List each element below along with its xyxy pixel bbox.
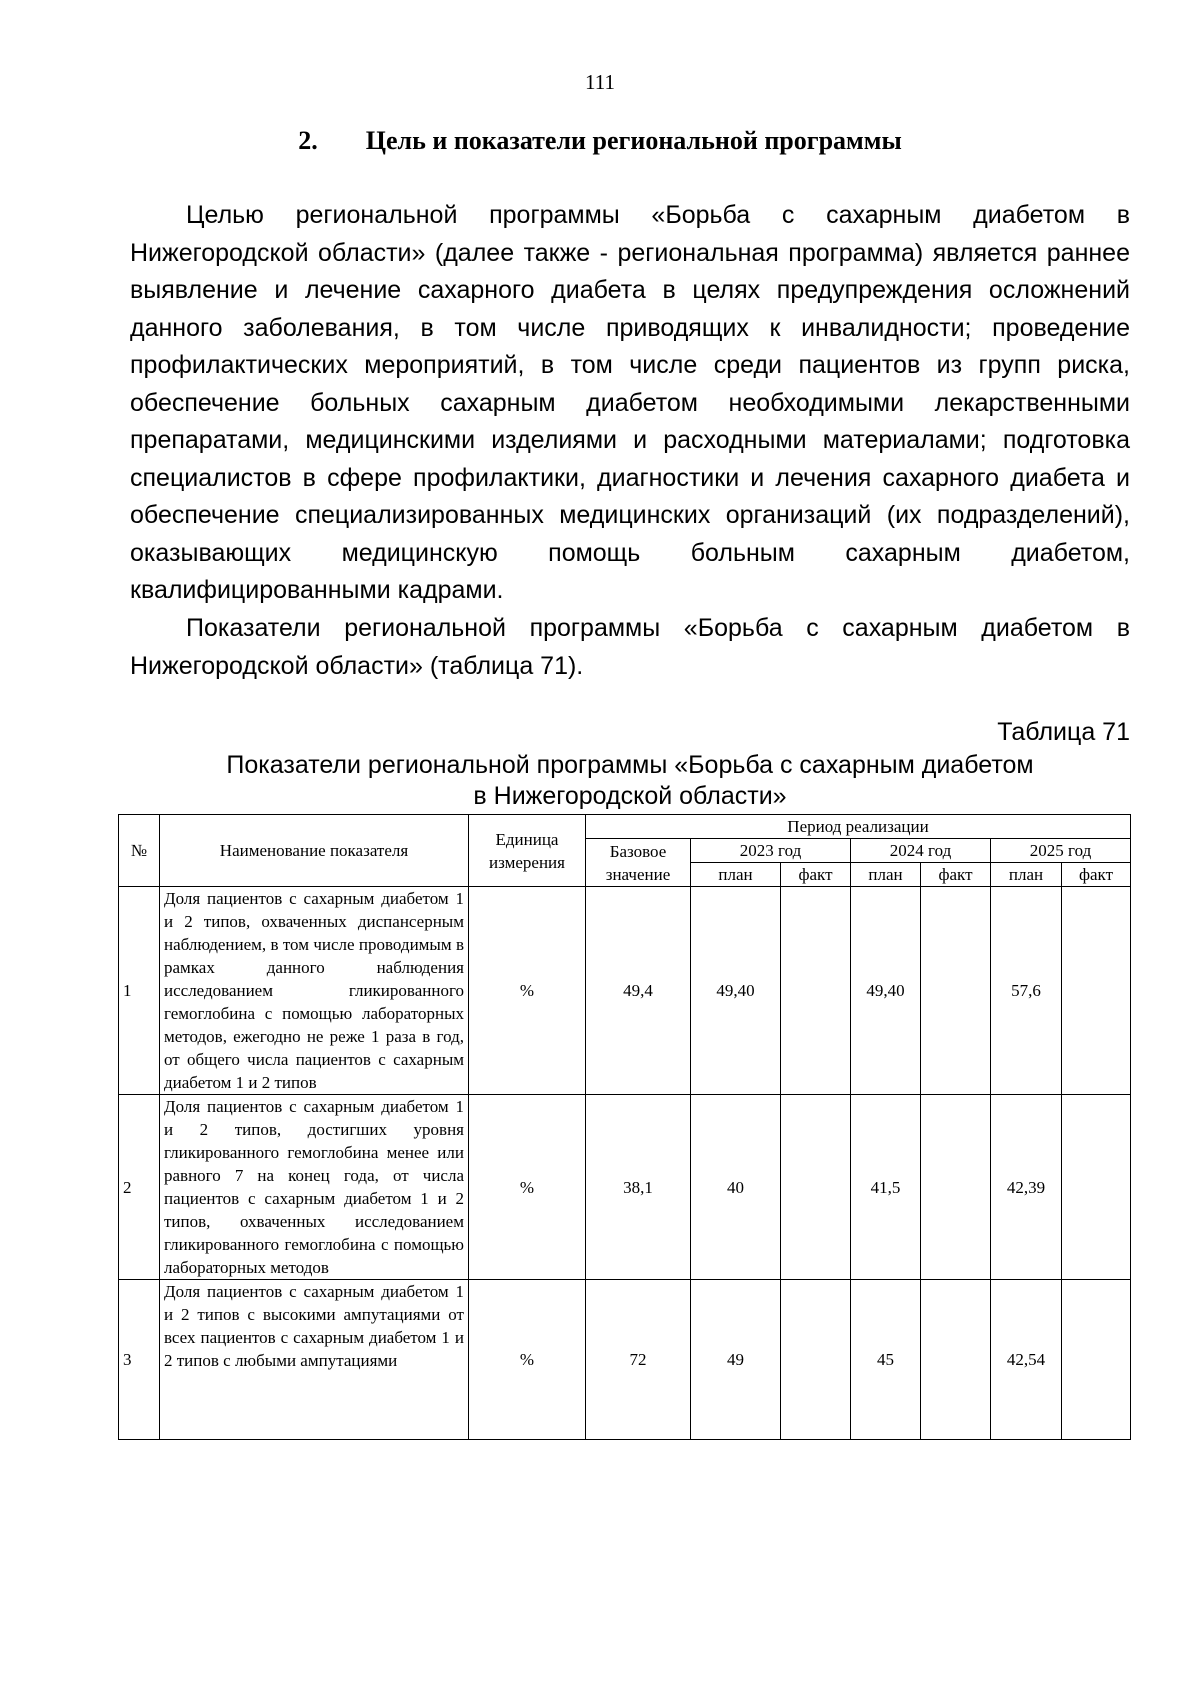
header-year-2025: 2025 год xyxy=(991,839,1131,863)
row-plan-2024: 41,5 xyxy=(851,1095,921,1280)
header-year-2024: 2024 год xyxy=(851,839,991,863)
row-fact-2024 xyxy=(921,1095,991,1280)
row-fact-2024 xyxy=(921,1280,991,1440)
row-name: Доля пациентов с сахарным диабетом 1 и 2 типов, достигших уровня гликированного гемоглобина менее или равного 7 на конец года, от числа пациентов с сахарным диабетом 1 и 2 типов, охваченных исследованием гликированного гемоглобина с помощью лабораторных методов xyxy=(160,1095,469,1280)
row-fact-2025 xyxy=(1062,1095,1131,1280)
table-row xyxy=(119,887,1131,1095)
row-plan-2023: 40 xyxy=(691,1095,781,1280)
paragraph-indicators: Показатели региональной программы «Борьба с сахарным диабетом в Нижегородской области» (таблица 71). xyxy=(130,614,1130,680)
row-plan-2023: 49,40 xyxy=(691,887,781,1095)
header-year-2023: 2023 год xyxy=(691,839,851,863)
row-num: 1 xyxy=(119,887,160,1095)
row-plan-2025: 42,39 xyxy=(991,1095,1062,1280)
row-num: 2 xyxy=(119,1095,160,1280)
row-base: 38,1 xyxy=(586,1095,691,1280)
header-plan-2025: план xyxy=(991,863,1062,887)
page-number: 111 xyxy=(585,70,615,94)
header-period: Период реализации xyxy=(586,815,1131,839)
row-fact-2023 xyxy=(781,1280,851,1440)
table-row xyxy=(119,1095,1131,1280)
row-fact-2023 xyxy=(781,1095,851,1280)
row-num: 3 xyxy=(119,1280,160,1440)
header-fact-2023: факт xyxy=(781,863,851,887)
row-fact-2025 xyxy=(1062,887,1131,1095)
row-unit: % xyxy=(469,1095,586,1280)
row-base: 72 xyxy=(586,1280,691,1440)
row-fact-2023 xyxy=(781,887,851,1095)
header-fact-2024: факт xyxy=(921,863,991,887)
row-unit: % xyxy=(469,1280,586,1440)
row-fact-2024 xyxy=(921,887,991,1095)
row-plan-2024: 45 xyxy=(851,1280,921,1440)
row-fact-2025 xyxy=(1062,1280,1131,1440)
paragraph-goal: Целью региональной программы «Борьба с сахарным диабетом в Нижегородской области» (далее также - региональная программа) является раннее выявление и лечение сахарного диабета в целях предупреждения осложнений данного заболевания, в том числе приводящих к инвалидности; проведение профилактических мероприятий, в том числе среди пациентов из групп риска, обеспечение больных сахарным диабетом необходимыми лекарственными препаратами, медицинскими изделиями и расходными материалами; подготовка специалистов в сфере профилактики, диагностики и лечения сахарного диабета и обеспечение специализированных медицинских организаций (их подразделений), оказывающих медицинскую помощь больным сахарным диабетом, квалифицированными кадрами. xyxy=(130,201,1130,604)
header-plan-2024: план xyxy=(851,863,921,887)
table-label: Таблица 71 xyxy=(997,718,1130,746)
row-plan-2025: 42,54 xyxy=(991,1280,1062,1440)
section-heading xyxy=(0,126,1200,156)
table-title xyxy=(150,750,1110,812)
header-fact-2025: факт xyxy=(1062,863,1131,887)
section-number: 2. xyxy=(298,126,318,155)
header-plan-2023: план xyxy=(691,863,781,887)
header-num: № xyxy=(119,815,160,887)
table-title-line-1: Показатели региональной программы «Борьба с сахарным диабетом xyxy=(226,751,1034,779)
header-base: Базовое значение xyxy=(586,839,691,887)
table-title-line-2: в Нижегородской области» xyxy=(473,782,787,810)
row-plan-2025: 57,6 xyxy=(991,887,1062,1095)
row-unit: % xyxy=(469,887,586,1095)
section-title: Цель и показатели региональной программы xyxy=(365,126,902,155)
header-unit: Единица измерения xyxy=(469,815,586,887)
row-plan-2023: 49 xyxy=(691,1280,781,1440)
table-row xyxy=(119,1280,1131,1440)
row-name: Доля пациентов с сахарным диабетом 1 и 2 типов с высокими ампутациями от всех пациентов с сахарным диабетом 1 и 2 типов с любыми ампутациями xyxy=(160,1280,469,1440)
row-plan-2024: 49,40 xyxy=(851,887,921,1095)
indicators-table xyxy=(118,814,1131,1440)
header-name: Наименование показателя xyxy=(160,815,469,887)
row-name: Доля пациентов с сахарным диабетом 1 и 2 типов, охваченных диспансерным наблюдением, в том числе проводимым в рамках данного наблюдения исследованием гликированного гемоглобина с помощью лабораторных методов, ежегодно не реже 1 раза в год, от общего числа пациентов с сахарным диабетом 1 и 2 типов xyxy=(160,887,469,1095)
row-base: 49,4 xyxy=(586,887,691,1095)
